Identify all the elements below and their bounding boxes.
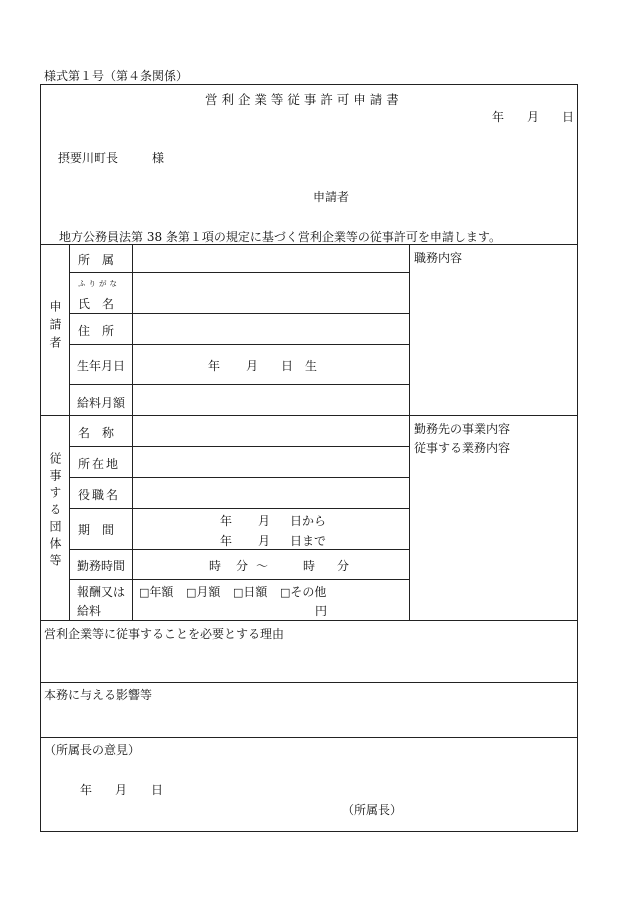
row-furigana-label: ふりがな xyxy=(78,279,120,288)
form-title: 営 利 企 業 等 従 事 許 可 申 請 書 xyxy=(205,92,399,107)
row-location-label: 所在地 xyxy=(78,457,121,471)
pay-unit: 円 xyxy=(315,604,328,618)
applicant-label: 申請者 xyxy=(313,190,350,204)
birth-year-unit: 年 xyxy=(208,359,221,373)
row-address-label: 住 所 xyxy=(78,324,115,338)
opinion-field[interactable] xyxy=(44,759,572,779)
pay-option-other[interactable] xyxy=(280,583,326,600)
period-from-suffix: 日から xyxy=(290,514,327,528)
checkbox-icon[interactable]: □ xyxy=(233,586,244,599)
opinion-signer: （所属長） xyxy=(342,803,403,817)
statement: 地方公務員法第 38 条第１項の規定に基づく営利企業等の従事許可を申請します。 xyxy=(59,230,501,244)
reason-field[interactable] xyxy=(44,643,572,677)
pay-option-other-label: その他 xyxy=(290,585,327,599)
affiliation-field[interactable] xyxy=(136,251,406,269)
row-salary-label: 給料月額 xyxy=(77,396,126,410)
row-birthdate-label: 生年月日 xyxy=(77,359,126,373)
row-position-label: 役職名 xyxy=(78,488,121,502)
row-org-name-label: 名 称 xyxy=(78,426,115,440)
hours-end-min-unit: 分 xyxy=(337,559,350,573)
hours-start-hour-unit: 時 xyxy=(209,559,222,573)
row-name-label: 氏 名 xyxy=(78,297,115,311)
opinion-month-unit: 月 xyxy=(115,783,128,797)
applicant-side-label: 申請者 xyxy=(48,300,62,354)
row-remuneration-label-1: 報酬又は xyxy=(77,585,126,599)
position-field[interactable] xyxy=(136,482,406,504)
duty-content-label: 職務内容 xyxy=(414,251,463,265)
org-name-field[interactable] xyxy=(136,420,406,442)
hours-end-hour-unit: 時 xyxy=(303,559,316,573)
period-from-month-unit: 月 xyxy=(258,514,271,528)
hours-start-min-unit: 分 xyxy=(236,559,249,573)
row-remuneration-label-2: 給料 xyxy=(77,604,102,618)
addressee-name: 摂要川町長 xyxy=(58,151,119,165)
date-month-unit: 月 xyxy=(527,110,540,124)
location-field[interactable] xyxy=(136,451,406,473)
period-to-year-unit: 年 xyxy=(220,534,233,548)
org-side-label: 従事する団体等 xyxy=(48,452,62,571)
pay-option-daily-label: 日額 xyxy=(243,585,268,599)
row-hours-label: 勤務時間 xyxy=(77,559,126,573)
period-from-year-unit: 年 xyxy=(220,514,233,528)
birth-born-unit: 生 xyxy=(305,359,318,373)
addressee-honorific: 様 xyxy=(152,151,165,165)
row-period-label: 期 間 xyxy=(78,523,115,537)
pay-option-annual[interactable] xyxy=(139,583,173,600)
checkbox-icon[interactable]: □ xyxy=(139,586,150,599)
business-content-label: 勤務先の事業内容 xyxy=(414,422,511,436)
date-day-unit: 日 xyxy=(562,110,575,124)
salary-field[interactable] xyxy=(136,389,406,411)
checkbox-icon[interactable]: □ xyxy=(280,586,291,599)
period-to-suffix: 日まで xyxy=(290,534,327,548)
pay-option-monthly-label: 月額 xyxy=(196,585,221,599)
birth-day-unit: 日 xyxy=(281,359,294,373)
opinion-day-unit: 日 xyxy=(151,783,164,797)
address-field[interactable] xyxy=(136,318,406,340)
period-to-month-unit: 月 xyxy=(258,534,271,548)
hours-tilde: ～ xyxy=(256,559,269,573)
pay-option-daily[interactable] xyxy=(233,583,267,600)
row-affiliation-label: 所 属 xyxy=(78,253,115,267)
opinion-label: （所属長の意見） xyxy=(44,743,141,757)
birth-month-unit: 月 xyxy=(246,359,259,373)
checkbox-icon[interactable]: □ xyxy=(186,586,197,599)
work-content-label: 従事する業務内容 xyxy=(414,441,511,455)
pay-option-monthly[interactable] xyxy=(186,583,220,600)
pay-option-annual-label: 年額 xyxy=(149,585,174,599)
date-year-unit: 年 xyxy=(492,110,505,124)
opinion-year-unit: 年 xyxy=(80,783,93,797)
impact-field[interactable] xyxy=(44,704,572,732)
org-content-field[interactable] xyxy=(414,458,572,615)
duty-content-field[interactable] xyxy=(414,268,572,410)
impact-label: 本務に与える影響等 xyxy=(44,688,153,702)
name-field[interactable] xyxy=(136,276,406,310)
reason-label: 営利企業等に従事することを必要とする理由 xyxy=(44,627,285,641)
form-number: 様式第１号（第４条関係） xyxy=(44,69,189,83)
